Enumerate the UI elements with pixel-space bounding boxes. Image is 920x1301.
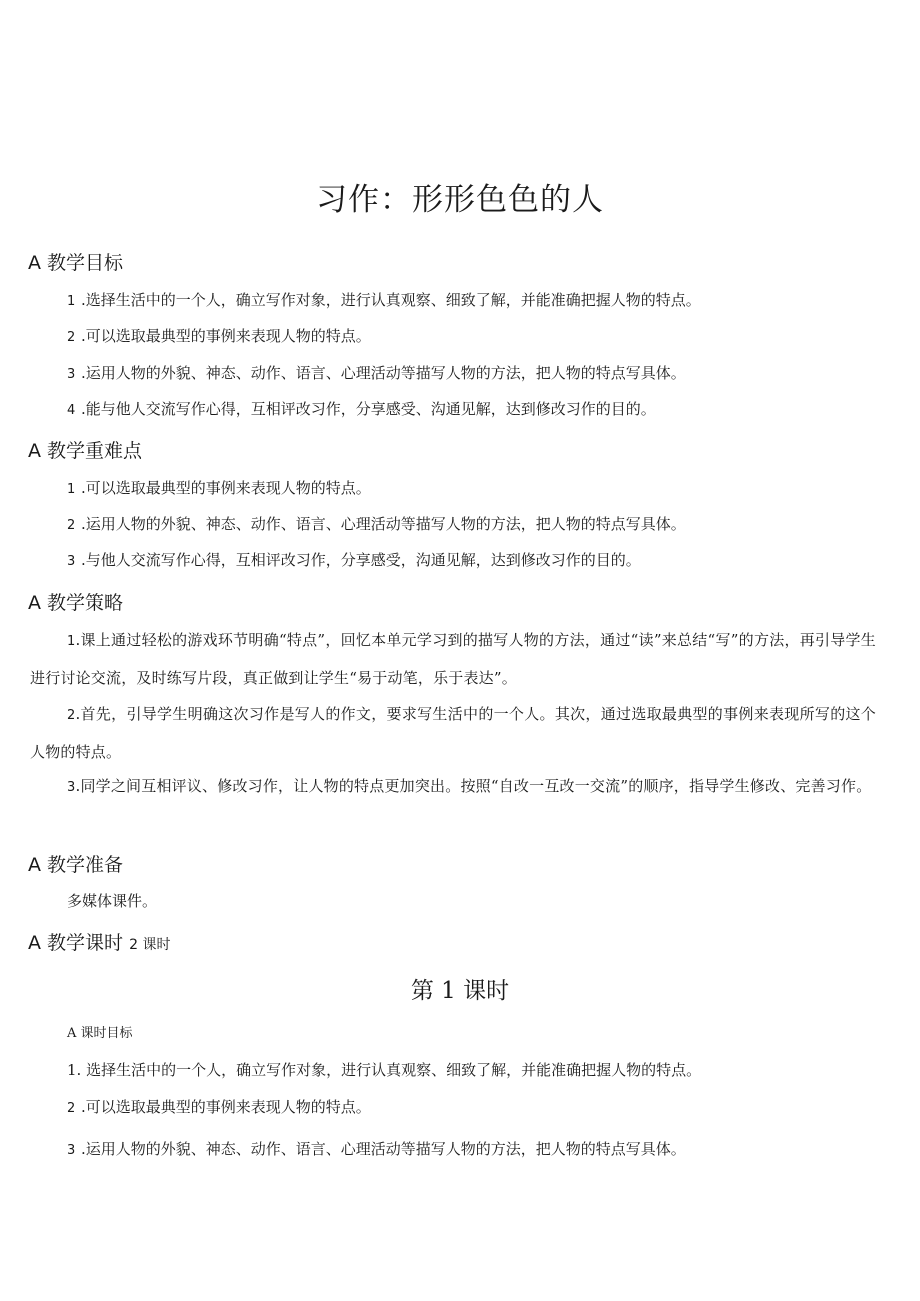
lesson-1-goal-item-3: 3 .运用人物的外貌、神态、动作、语言、心理活动等描写人物的方法，把人物的特点写具体。 [67,1140,686,1158]
key-point-item-2: 2 .运用人物的外貌、神态、动作、语言、心理活动等描写人物的方法，把人物的特点写具体。 [67,515,686,533]
lesson-1-goal-item-1: 1. 选择生活中的一个人，确立写作对象，进行认真观察、细致了解，并能准确把握人物的特点。 [67,1061,702,1079]
lesson-1-goal-item-2: 2 .可以选取最典型的事例来表现人物的特点。 [67,1098,371,1116]
lesson-1-title: 第 1 课时 [410,978,510,1004]
goal-item-2: 2 .可以选取最典型的事例来表现人物的特点。 [67,327,371,345]
goal-item-4: 4 .能与他人交流写作心得，互相评改习作，分享感受、沟通见解，达到修改习作的目的。 [67,400,656,418]
section-heading-strategy: A 教学策略 [28,592,124,614]
strategy-item-2: 2.首先，引导学生明确这次习作是写人的作文，要求写生活中的一个人。其次，通过选取最典型的事例来表现所写的这个人物的特点。 [30,705,876,761]
key-point-item-3: 3 .与他人交流写作心得，互相评改习作，分享感受，沟通见解，达到修改习作的目的。 [67,551,641,569]
goal-item-3: 3 .运用人物的外貌、神态、动作、语言、心理活动等描写人物的方法，把人物的特点写具体。 [67,364,686,382]
key-point-item-1: 1 .可以选取最典型的事例来表现人物的特点。 [67,479,371,497]
page-title: 习作：形形色色的人 [316,182,604,218]
section-heading-hours: A 教学课时 2 课时 [28,932,171,954]
strategy-item-1: 1.课上通过轻松的游戏环节明确“特点”，回忆本单元学习到的描写人物的方法，通过“读”来总结“写”的方法，再引导学生进行讨论交流，及时练写片段，真正做到让学生“易于动笔，乐于表达”。 [30,631,876,687]
hours-value: 2 课时 [129,937,171,953]
section-heading-key-points: A 教学重难点 [28,440,143,462]
section-heading-goals: A 教学目标 [28,252,124,274]
strategy-item-3: 3.同学之间互相评议、修改习作，让人物的特点更加突出。按照“自改一互改一交流”的顺序，指导学生修改、完善习作。 [67,777,872,795]
preparation-text: 多媒体课件。 [67,892,158,910]
lesson-1-goals-heading: A 课时目标 [67,1026,133,1041]
goal-item-1: 1 .选择生活中的一个人，确立写作对象，进行认真观察、细致了解，并能准确把握人物的特点。 [67,291,701,309]
section-heading-preparation: A 教学准备 [28,854,124,876]
